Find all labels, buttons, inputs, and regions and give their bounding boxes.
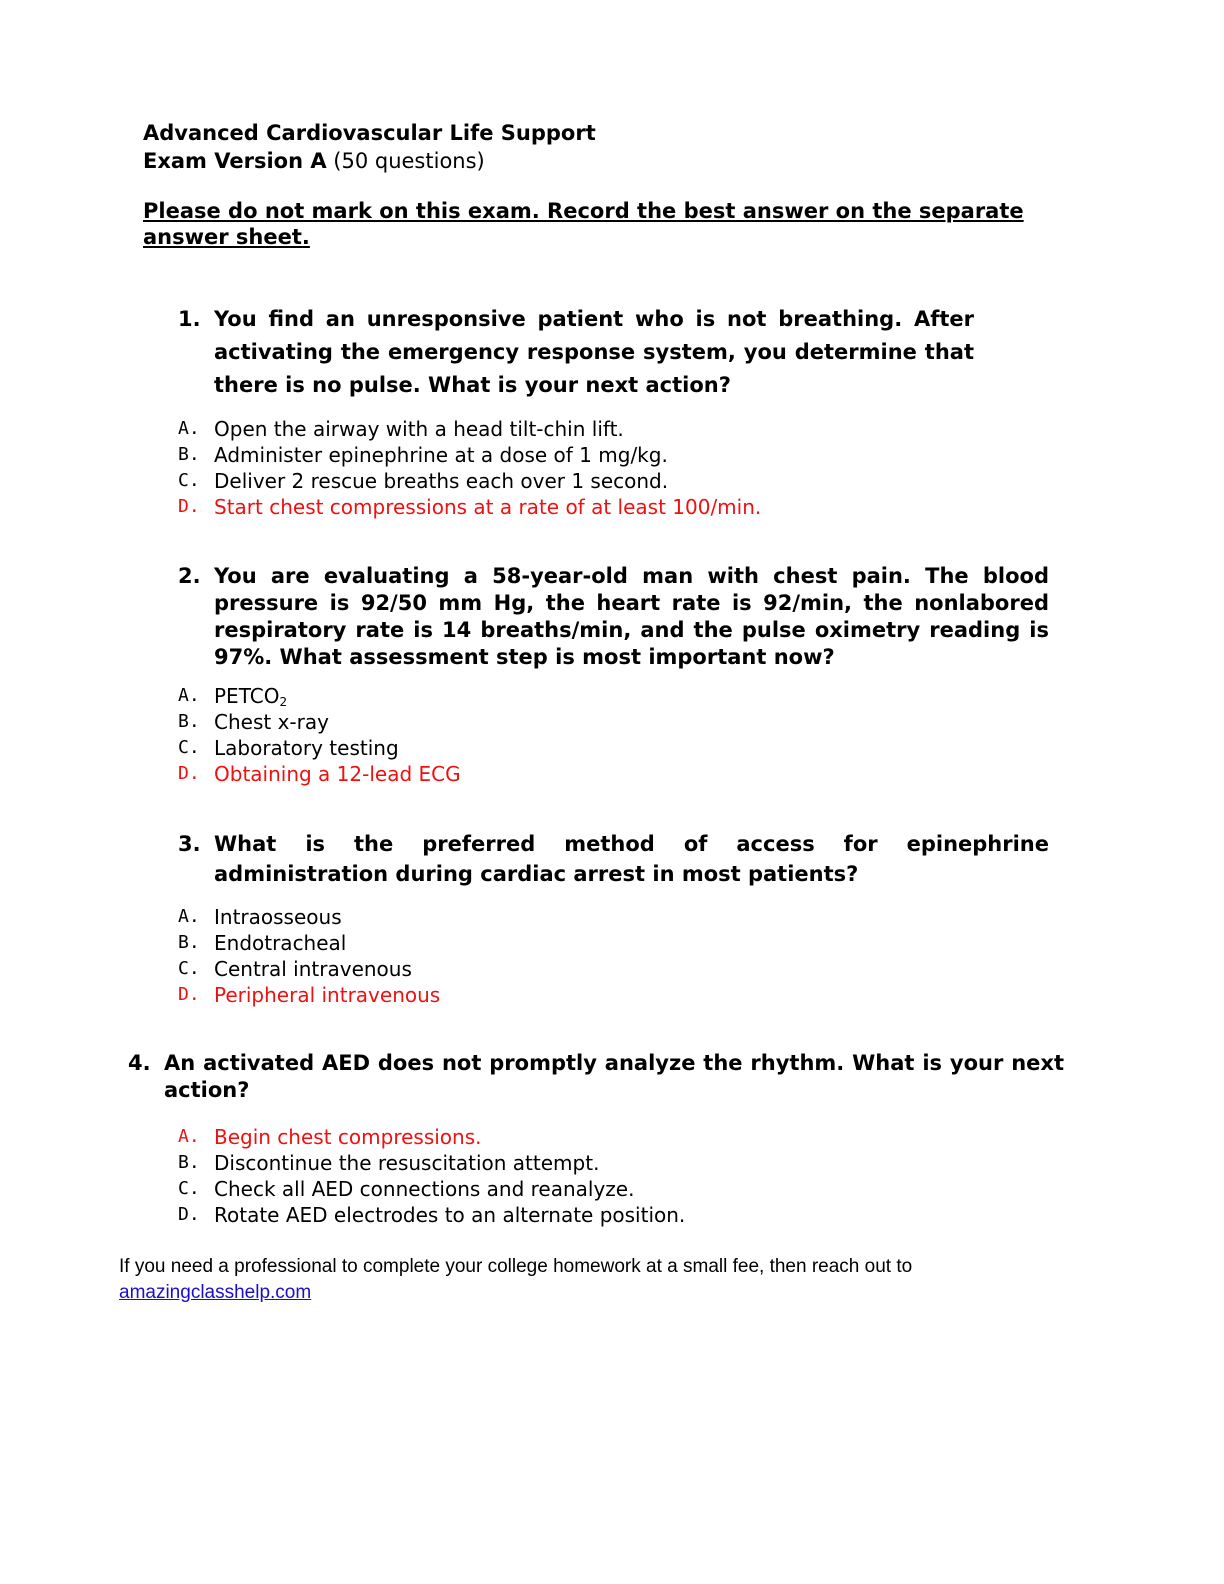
exam-instructions: Please do not mark on this exam. Record the best answer on the separate answer sheet. xyxy=(143,199,1024,249)
option-text: Check all AED connections and reanalyze. xyxy=(214,1177,635,1201)
option-text: Begin chest compressions. xyxy=(214,1125,482,1149)
option-letter: D. xyxy=(178,496,200,517)
option-text: Open the airway with a head tilt-chin lift. xyxy=(214,417,624,441)
question-text: What is the preferred method of access for epinephrine administration during cardiac arrest in most patients? xyxy=(214,832,1049,886)
footer-note xyxy=(119,1254,912,1306)
option-subscript: 2 xyxy=(279,695,288,709)
option-text: Deliver 2 rescue breaths each over 1 second. xyxy=(214,469,669,493)
exam-title-line2 xyxy=(143,147,596,175)
option-text: Endotracheal xyxy=(214,931,347,955)
option-letter: B. xyxy=(178,932,200,953)
option-text: Chest x-ray xyxy=(214,710,329,734)
question-text: An activated AED does not promptly analyze the rhythm. What is your next action? xyxy=(164,1051,1064,1102)
question-number: 4. xyxy=(128,1051,151,1075)
option-letter: C. xyxy=(178,958,200,979)
option-text: Peripheral intravenous xyxy=(214,983,441,1007)
question-text: You find an unresponsive patient who is not breathing. After activating the emergency response system, you determine that there is no pulse. What is your next action? xyxy=(214,307,974,397)
question-3 xyxy=(178,829,1049,889)
option-text: Administer epinephrine at a dose of 1 mg/kg. xyxy=(214,443,668,467)
option-text: Laboratory testing xyxy=(214,736,399,760)
option-letter: A. xyxy=(178,418,200,439)
option-text: Obtaining a 12-lead ECG xyxy=(214,762,461,786)
question-1 xyxy=(178,303,974,402)
option-letter: A. xyxy=(178,906,200,927)
question-4 xyxy=(128,1050,1064,1104)
option-letter: B. xyxy=(178,711,200,732)
option-letter: B. xyxy=(178,1152,200,1173)
option-letter: D. xyxy=(178,984,200,1005)
question-number: 1. xyxy=(178,307,201,331)
question-text: You are evaluating a 58-year-old man with chest pain. The blood pressure is 92/50 mm Hg, the heart rate is 92/min, the nonlabored respiratory rate is 14 breaths/min, and the pulse oximetry reading is 97%. What assessment step is most important now? xyxy=(214,564,1049,669)
option-letter: D. xyxy=(178,1204,200,1225)
option-text-main: PETCO xyxy=(214,684,280,708)
option-letter: C. xyxy=(178,470,200,491)
option-text: Central intravenous xyxy=(214,957,412,981)
option-text: Start chest compressions at a rate of at least 100/min. xyxy=(214,495,762,519)
question-count: (50 questions) xyxy=(326,149,485,173)
option-letter: A. xyxy=(178,1126,200,1147)
option-text: Intraosseous xyxy=(214,905,342,929)
question-number: 3. xyxy=(178,832,201,856)
option-letter: C. xyxy=(178,737,200,758)
exam-title xyxy=(143,119,596,175)
footer-text: If you need a professional to complete your college homework at a small fee, then reach out to xyxy=(119,1256,913,1277)
option-letter: B. xyxy=(178,444,200,465)
question-number: 2. xyxy=(178,564,201,588)
option-letter: C. xyxy=(178,1178,200,1199)
footer-link[interactable]: amazingclasshelp.com xyxy=(119,1282,312,1303)
option-text: Discontinue the resuscitation attempt. xyxy=(214,1151,600,1175)
question-2 xyxy=(178,563,1049,671)
option-text: Rotate AED electrodes to an alternate position. xyxy=(214,1203,686,1227)
option-letter: D. xyxy=(178,763,200,784)
option-letter: A. xyxy=(178,685,200,706)
exam-title-line1: Advanced Cardiovascular Life Support xyxy=(143,121,596,145)
exam-version: Exam Version A xyxy=(143,149,327,173)
